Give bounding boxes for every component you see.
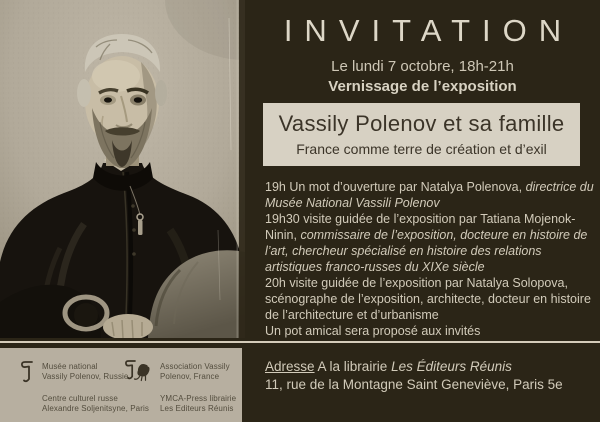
partner-ymca-press	[160, 394, 236, 413]
address-label: Adresse	[265, 359, 315, 374]
partner-ymca-line2: Les Editeurs Réunis	[160, 403, 234, 413]
exhibition-subtitle: France comme terre de création et d’exil	[296, 141, 547, 157]
event-date: Le lundi 7 octobre, 18h-21h	[331, 58, 514, 75]
program-item-1-role: directrice du Musée National Vassili Polenov	[265, 180, 594, 210]
address-block	[265, 358, 595, 394]
event-type: Vernissage de l’exposition	[328, 78, 517, 95]
partner-association-line1: Association Vassily	[160, 362, 230, 371]
portrait-photo	[0, 0, 245, 338]
address-intro: A la librairie	[314, 359, 392, 374]
program-item-3: 20h visite guidée de l’exposition par Natalya Solopova, scénographe de l’exposition, architecte, docteur en histoire de l’architecture et d’urbanisme	[265, 276, 591, 322]
partner-centre-culturel	[42, 394, 149, 413]
program-item-2-text: 19h30 visite guidée de l’exposition par Tatiana Mojenok-Ninin,	[265, 212, 576, 242]
address-venue: Les Éditeurs Réunis	[391, 359, 512, 374]
program-item-2-role: commissaire de l’exposition, docteure en histoire de l’art, chercheur spécialisé en histoire des relations artistiques franco-russes du XIXe siècle	[265, 228, 588, 274]
partner-association	[160, 362, 230, 381]
header	[245, 0, 600, 95]
partners-strip	[0, 348, 242, 422]
invitation-title: INVITATION	[283, 13, 574, 48]
partner-museum-line1: Musée national	[42, 362, 98, 371]
partner-association-line2: Polenov, France	[160, 371, 220, 381]
partner-centre-line2: Alexandre Soljenitsyne, Paris	[42, 403, 149, 413]
portrait-photo-illustration	[0, 0, 245, 338]
museum-monogram-icon	[20, 360, 33, 389]
separator-line	[0, 341, 600, 343]
program-list	[265, 179, 597, 339]
address-line-2: 11, rue de la Montagne Saint Geneviève, Paris 5e	[265, 377, 563, 392]
program-item-4: Un pot amical sera proposé aux invités	[265, 324, 481, 338]
program-item-2	[265, 211, 597, 275]
partner-museum-line2: Vassily Polenov, Russie	[42, 371, 129, 381]
association-monogram-bird-icon	[124, 358, 154, 389]
program-item-1	[265, 179, 597, 211]
exhibition-title: Vassily Polenov et sa famille	[278, 111, 565, 136]
program-item-1-text: 19h Un mot d’ouverture par Natalya Polenova,	[265, 180, 526, 194]
exhibition-title-box	[263, 103, 580, 166]
partner-museum	[42, 362, 128, 381]
partner-ymca-line1: YMCA-Press librairie	[160, 394, 237, 403]
address-line-1	[265, 358, 595, 376]
partner-centre-line1: Centre culturel russe	[42, 394, 118, 403]
